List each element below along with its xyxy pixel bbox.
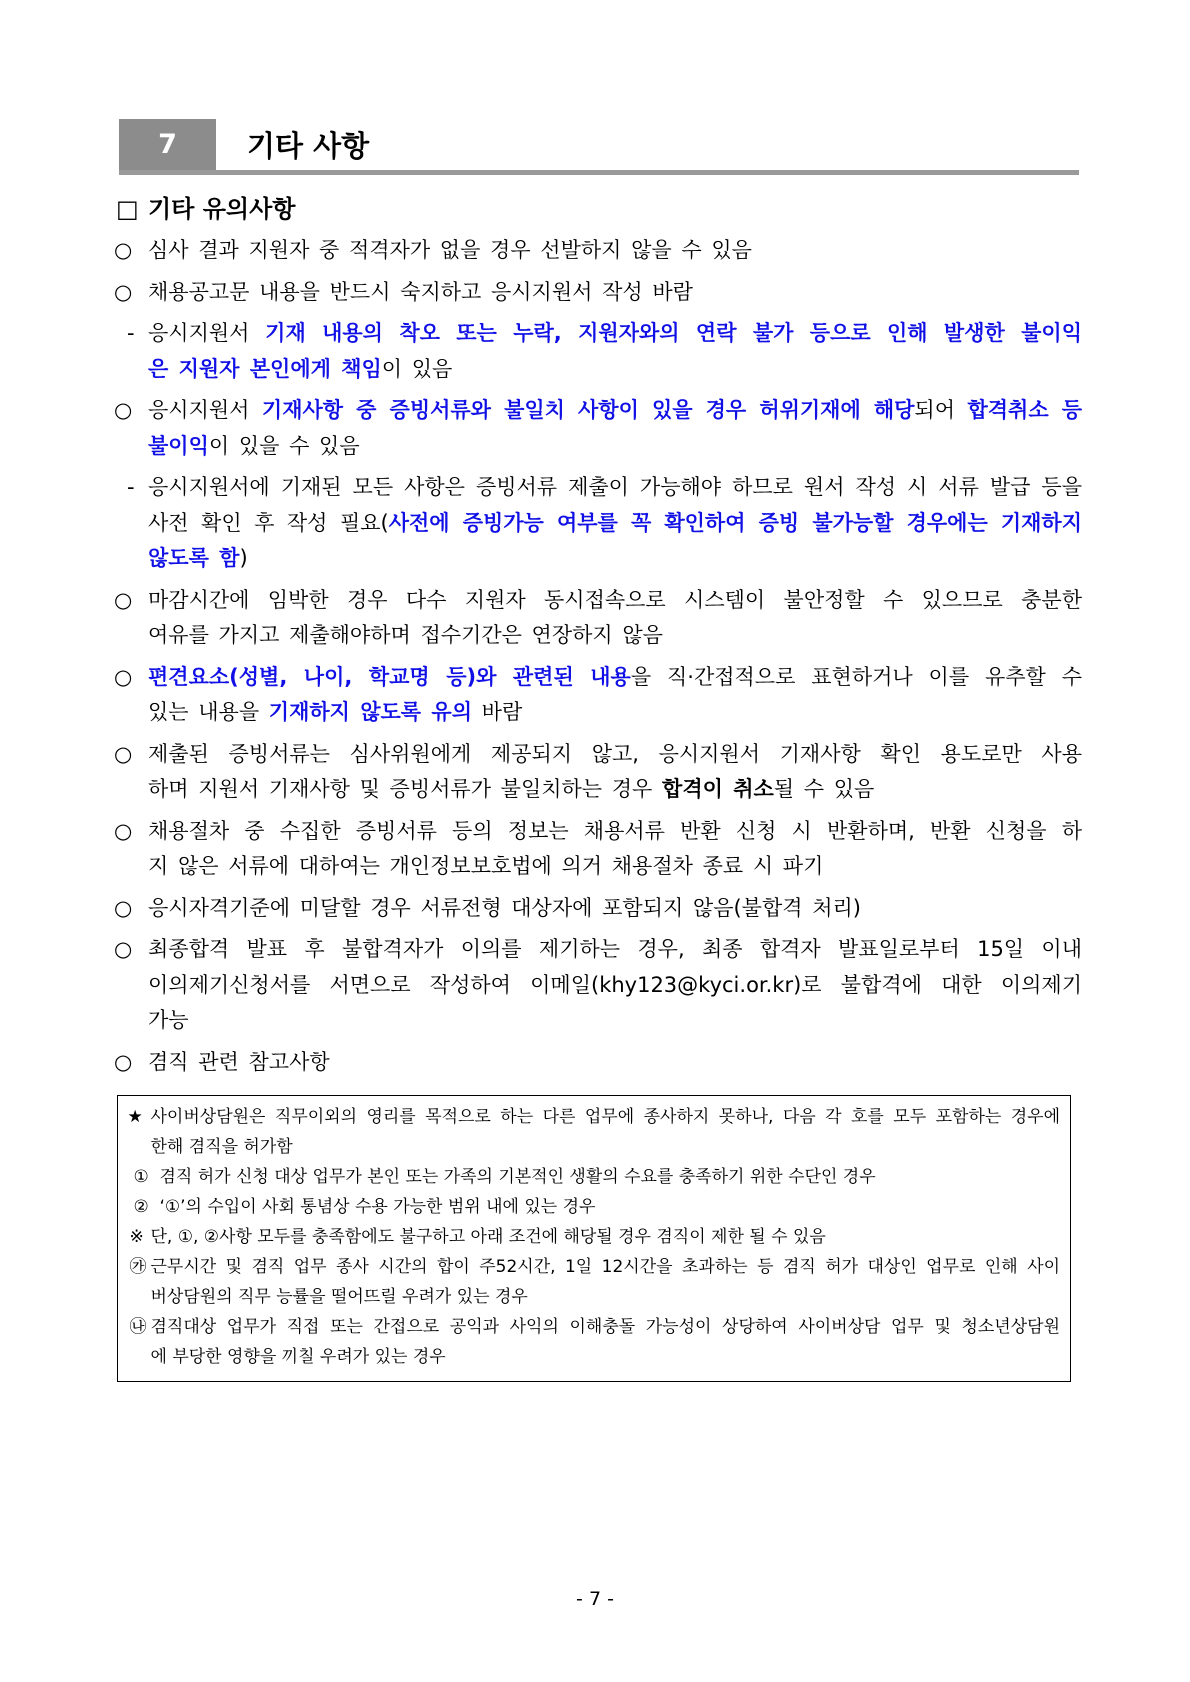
note-paragraph [133,1192,1061,1222]
emphasis-text: 기재하지 않도록 유의 [268,700,472,724]
note-paragraph [129,1312,1061,1372]
notice-text: 바람 [471,700,523,724]
section-number: 7 [119,119,216,175]
circle-bullet-icon: ○ [114,741,133,766]
note-line: ‘①’의 수입이 사회 통념상 수용 가능한 범위 내에 있는 경우 [159,1197,596,1217]
notice-line [148,618,1082,654]
emphasis-text: 기재사항 중 증빙서류와 불일치 사항이 있을 경우 허위기재에 해당 [261,398,915,422]
notice-text: 있는 내용을 [148,700,269,724]
notice-text: 이 있을 수 있음 [208,433,360,458]
notice-line [148,352,1082,388]
notice-item [0,275,1082,311]
note-line: 에 부당한 영향을 끼칠 우려가 있는 경우 [150,1347,446,1367]
circled-two-marker: ② [133,1197,149,1217]
notice-text: 사전 확인 후 작성 필요( [148,510,389,535]
notice-line [148,316,1082,352]
emphasis-text: 사전에 증빙가능 여부를 꼭 확인하여 증빙 불가능할 경우에는 기재하지 [388,510,1082,535]
notice-text: 응시자격기준에 미달할 경우 서류전형 대상자에 포함되지 않음(불합격 처리) [148,895,861,920]
page-number: - 7 - [576,1588,614,1610]
notice-item [0,932,1082,1039]
circled-ga-marker: ㉮ [129,1257,147,1277]
notice-text: 채용절차 중 수집한 증빙서류 등의 정보는 채용서류 반환 신청 시 반환하며, 반환 신청을 하 [148,818,1082,843]
notice-text: 되어 [914,398,968,422]
notice-text: 최종합격 발표 후 불합격자가 이의를 제기하는 경우, 최종 합격자 발표일로부터 15일 이내 [148,937,1082,961]
circle-bullet-icon: ○ [114,279,133,304]
circled-one-marker: ① [133,1167,149,1187]
emphasis-text: 않도록 함 [148,546,240,570]
notice-text: 될 수 있음 [773,777,875,801]
dash-marker: - [127,475,135,499]
note-paragraph [129,1222,1061,1252]
notice-text: 응시지원서 [148,321,266,345]
note-paragraph [129,1252,1061,1312]
notice-line [148,968,1082,1004]
circle-bullet-icon: ○ [114,937,133,961]
notice-text: 심사 결과 지원자 중 적격자가 없을 경우 선발하지 않을 수 있음 [148,238,752,262]
notice-line [148,1045,1082,1081]
reference-mark-icon: ※ [129,1227,144,1247]
notice-text: 채용공고문 내용을 반드시 숙지하고 응시지원서 작성 바람 [148,279,693,304]
notice-subitem [0,316,1082,387]
dash-marker: - [127,321,135,345]
note-line: 사이버상담원은 직무이외의 영리를 목적으로 하는 다른 업무에 종사하지 못하나, 다음 각 호를 모두 포함하는 경우에 [150,1107,1060,1127]
note-paragraph [127,1102,1061,1162]
emphasis-text: 불이익 [148,433,209,458]
circle-bullet-icon: ○ [114,895,133,920]
notice-text: 제출된 증빙서류는 심사위원에게 제공되지 않고, 응시지원서 기재사항 확인 용도로만 사용 [148,741,1082,766]
notice-line [148,772,1082,808]
notice-line [148,660,1082,696]
circled-na-marker: ㉯ [129,1317,147,1337]
subsection-heading [0,191,1190,227]
notice-item [0,814,1082,885]
notice-line [148,429,1082,465]
section-title: 기타 사항 [247,129,370,163]
notice-item [0,393,1082,464]
notice-line [148,393,1082,429]
notice-item [0,737,1082,808]
notice-line [148,891,1082,927]
notice-text: 겸직 관련 참고사항 [148,1049,330,1074]
notice-subitem [0,470,1082,577]
notice-text: 여유를 가지고 제출해야하며 접수기간은 연장하지 않음 [148,623,663,647]
circle-bullet-icon: ○ [114,587,133,612]
concurrent-employment-note-box [117,1095,1071,1382]
notice-line [148,849,1082,885]
note-line: 겸직대상 업무가 직접 또는 간접으로 공익과 사익의 이해충돌 가능성이 상당하여 사이버상담 업무 및 청소년상담원 [150,1317,1060,1337]
notice-item [0,583,1082,654]
notice-list [0,233,1190,1382]
notice-line [148,737,1082,773]
notice-text: 하며 지원서 기재사항 및 증빙서류가 불일치하는 경우 [148,777,663,801]
notice-text: 가능 [148,1008,189,1032]
note-line: 겸직 허가 신청 대상 업무가 본인 또는 가족의 기본적인 생활의 수요를 충족하기 위한 수단인 경우 [159,1167,876,1187]
notice-text: 이 있음 [381,356,453,381]
notice-line [148,1003,1082,1039]
circle-bullet-icon: ○ [114,1049,133,1074]
notice-line [148,275,1082,311]
notice-item [0,1045,1082,1081]
notice-text: 이의제기신청서를 서면으로 작성하여 이메일(khy123@kyci.or.kr)로 불합격에 대한 이의제기 [148,972,1082,997]
subsection-title: 기타 유의사항 [148,195,296,223]
emphasis-text: 기재 내용의 착오 또는 누락, 지원자와의 연락 불가 등으로 인해 발생한 불이익 [265,321,1083,345]
notice-item [0,660,1082,731]
header-underline [119,170,1079,175]
notice-text: 을 직·간접적으로 표현하거나 이를 유추할 수 [630,664,1082,689]
note-line: 버상담원의 직무 능률을 떨어뜨릴 우려가 있는 경우 [150,1287,528,1307]
note-line: 단, ①, ②사항 모두를 충족함에도 불구하고 아래 조건에 해당될 경우 겸직이 제한 될 수 있음 [150,1227,826,1247]
notice-line [148,506,1082,542]
notice-text: ) [239,546,248,570]
emphasis-text: 은 지원자 본인에게 책임 [148,356,382,381]
notice-line [148,932,1082,968]
note-paragraph [133,1162,1061,1192]
bold-text: 합격이 취소 [662,777,774,801]
notice-text: 지 않은 서류에 대하여는 개인정보보호법에 의거 채용절차 종료 시 파기 [148,854,824,878]
notice-item [0,891,1082,927]
emphasis-text: 합격취소 등 [967,398,1082,422]
notice-line [148,814,1082,850]
circle-bullet-icon: ○ [114,664,133,689]
notice-line [148,233,1082,269]
notice-line [148,470,1082,506]
circle-bullet-icon: ○ [114,238,133,262]
circle-bullet-icon: ○ [114,398,133,422]
notice-text: 응시지원서 [148,398,262,422]
emphasis-text: 편견요소(성별, 나이, 학교명 등)와 관련된 내용 [148,664,631,689]
notice-line [148,583,1082,619]
notice-line [148,541,1082,577]
note-line: 근무시간 및 겸직 업무 종사 시간의 합이 주52시간, 1일 12시간을 초과하는 등 겸직 허가 대상인 업무로 인해 사이 [150,1257,1060,1277]
circle-bullet-icon: ○ [114,818,133,843]
note-line: 한해 겸직을 허가함 [150,1137,293,1157]
star-icon: ★ [127,1107,143,1127]
notice-text: 응시지원서에 기재된 모든 사항은 증빙서류 제출이 가능해야 하므로 원서 작성 시 서류 발급 등을 [148,475,1082,499]
notice-item [0,233,1082,269]
notice-text: 마감시간에 임박한 경우 다수 지원자 동시접속으로 시스템이 불안정할 수 있으므로 충분한 [148,587,1082,612]
notice-line [148,695,1082,731]
square-bullet-icon: □ [116,195,139,223]
